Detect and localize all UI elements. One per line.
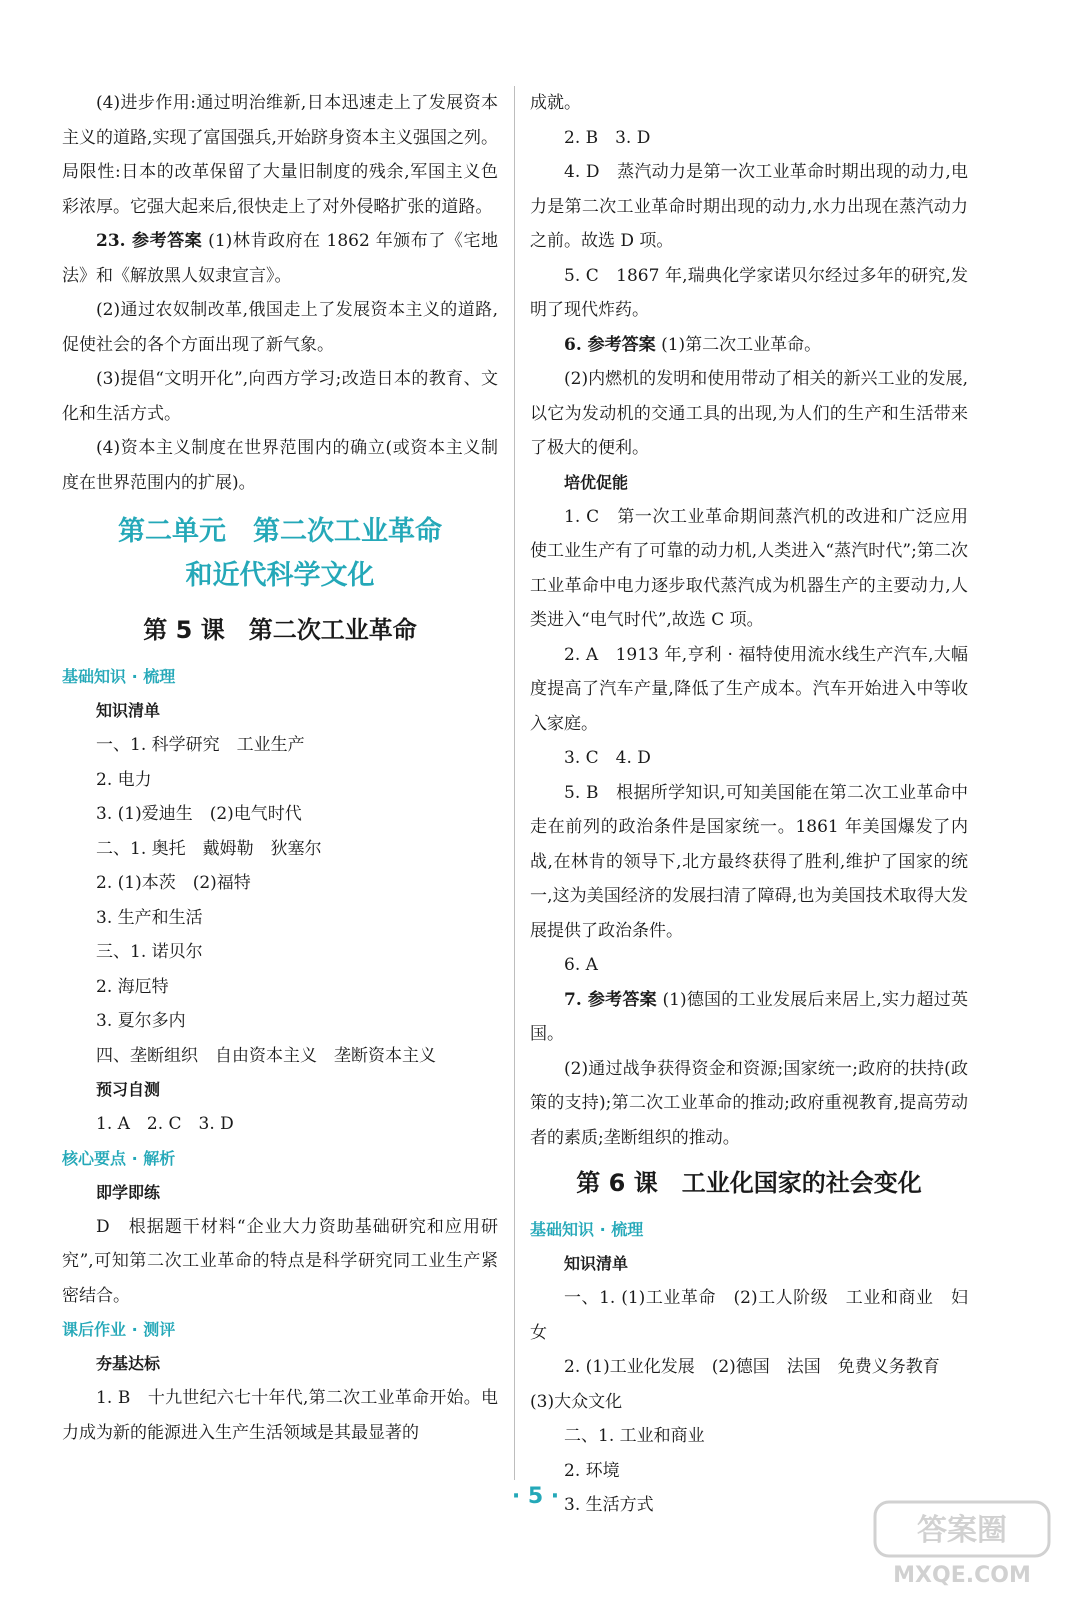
section-heading: 基础知识 · 梳理 [62,667,176,686]
list-item: 2. 环境 [564,1460,620,1481]
subheading: 知识清单 [564,1254,629,1273]
list-item: 3. (1)爱迪生 (2)电气时代 [96,804,302,824]
answer-text: (1)林肯政府在 1862 年颁布了《宅地法》和《解放黑人奴隶宣言》。 [62,231,498,286]
right-column [530,86,968,1523]
subheading: 即学即练 [96,1182,161,1202]
list-item: 1. A 2. C 3. D [96,1114,234,1134]
unit-title: 和近代科学文化 [185,560,375,591]
unit-title: 第二单元 第二次工业革命 [118,516,442,547]
list-item: 2. 电力 [96,769,152,790]
list-item: 一、1. (1)工业革命 (2)工人阶级 工业和商业 妇女 [530,1288,968,1343]
list-item: 2. (1)本茨 (2)福特 [96,873,251,893]
watermark-url: MXQE.COM [893,1563,1031,1588]
lesson-title: 第 6 课 工业化国家的社会变化 [576,1169,922,1197]
list-item: 6. A [564,955,598,975]
paragraph: 4. D 蒸汽动力是第一次工业革命时期出现的动力,电力是第二次工业革命时期出现的动力,水力出现在蒸汽动力之前。故选 D 项。 [530,162,968,251]
watermark-logo [867,1496,1057,1592]
left-column [62,86,498,1450]
paragraph: 2. A 1913 年,亨利 · 福特使用流水线生产汽车,大幅度提高了汽车产量,降低了生产成本。汽车开始进入中等收入家庭。 [530,644,968,734]
answer-text: (1)德国的工业发展后来居上,实力超过英国。 [530,989,969,1044]
paragraph: 成就。 [530,93,581,113]
list-item: 3. 生产和生活 [96,907,203,928]
subheading: 夯基达标 [96,1354,161,1373]
paragraph: 5. B 根据所学知识,可知美国能在第二次工业革命中走在前列的政治条件是国家统一。1861 年美国爆发了内战,在林肯的领导下,北方最终获得了胜利,维护了国家的统一,这为美国经济的发展扫清了障碍,也为美国技术取得大发展提供了政治条件。 [530,782,968,941]
paragraph: 1. C 第一次工业革命期间蒸汽机的改进和广泛应用使工业生产有了可靠的动力机,人类进入“蒸汽时代”;第二次工业革命中电力逐步取代蒸汽成为机器生产的主要动力,人类进入“电气时代”,故选 C 项。 [530,506,968,630]
page-number: · 5 · [511,1484,560,1509]
section-heading: 课后作业 · 测评 [62,1320,176,1339]
list-item: 3. 夏尔多内 [96,1011,186,1031]
list-item: 一、1. 科学研究 工业生产 [96,735,305,755]
paragraph: 5. C 1867 年,瑞典化学家诺贝尔经过多年的研究,发明了现代炸药。 [530,265,968,320]
list-item: 2. B 3. D [564,127,651,148]
lesson-title: 第 5 课 第二次工业革命 [143,616,417,644]
paragraph: (2)通过战争获得资金和资源;国家统一;政府的扶持(政策的支持);第二次工业革命的推动;政府重视教育,提高劳动者的素质;垄断组织的推动。 [530,1058,968,1148]
answer-label: 23. 参考答案 [96,231,203,251]
paragraph: (2)内燃机的发明和使用带动了相关的新兴工业的发展,以它为发动机的交通工具的出现,为人们的生产和生活带来了极大的便利。 [530,369,968,458]
list-item: 四、垄断组织 自由资本主义 垄断资本主义 [96,1045,436,1066]
answer-label: 7. 参考答案 [564,989,657,1010]
list-item: (3)大众文化 [530,1391,623,1412]
list-item: 2. (1)工业化发展 (2)德国 法国 免费义务教育 [564,1357,940,1377]
list-item: 2. 海厄特 [96,976,169,997]
paragraph: 1. B 十九世纪六七十年代,第二次工业革命开始。电力成为新的能源进入生产生活领域是其最显著的 [62,1388,498,1443]
list-item: 3. 生活方式 [564,1495,654,1515]
paragraph: (4)资本主义制度在世界范围内的确立(或资本主义制度在世界范围内的扩展)。 [62,438,498,493]
answer-text: (1)第二次工业革命。 [655,334,822,355]
paragraph: (4)进步作用:通过明治维新,日本迅速走上了发展资本主义的道路,实现了富国强兵,开始跻身资本主义强国之列。局限性:日本的改革保留了大量旧制度的残余,军国主义色彩浓厚。它强大起来后,很快走上了对外侵略扩张的道路。 [62,93,498,217]
paragraph: (2)通过农奴制改革,俄国走上了发展资本主义的道路,促使社会的各个方面出现了新气象。 [62,300,498,355]
answer-label: 6. 参考答案 [564,334,656,355]
subheading: 知识清单 [96,701,161,720]
subheading: 培优促能 [564,472,629,492]
paragraph: (3)提倡“文明开化”,向西方学习;改造日本的教育、文化和生活方式。 [62,369,498,424]
list-item: 二、1. 工业和商业 [564,1426,705,1446]
answer-6 [530,328,968,363]
watermark-glyphs: 答案圈 [917,1513,1007,1548]
section-heading: 基础知识 · 梳理 [530,1220,644,1239]
answer-23 [62,224,498,293]
section-heading: 核心要点 · 解析 [62,1148,176,1168]
list-item: 三、1. 诺贝尔 [96,942,203,962]
subheading: 预习自测 [96,1080,161,1099]
answer-7 [530,983,968,1052]
paragraph: D 根据题干材料“企业大力资助基础研究和应用研究”,可知第二次工业革命的特点是科学研究同工业生产紧密结合。 [62,1216,498,1306]
list-item: 3. C 4. D [564,748,651,768]
list-item: 二、1. 奥托 戴姆勒 狄塞尔 [96,838,322,859]
column-divider [514,86,515,1480]
